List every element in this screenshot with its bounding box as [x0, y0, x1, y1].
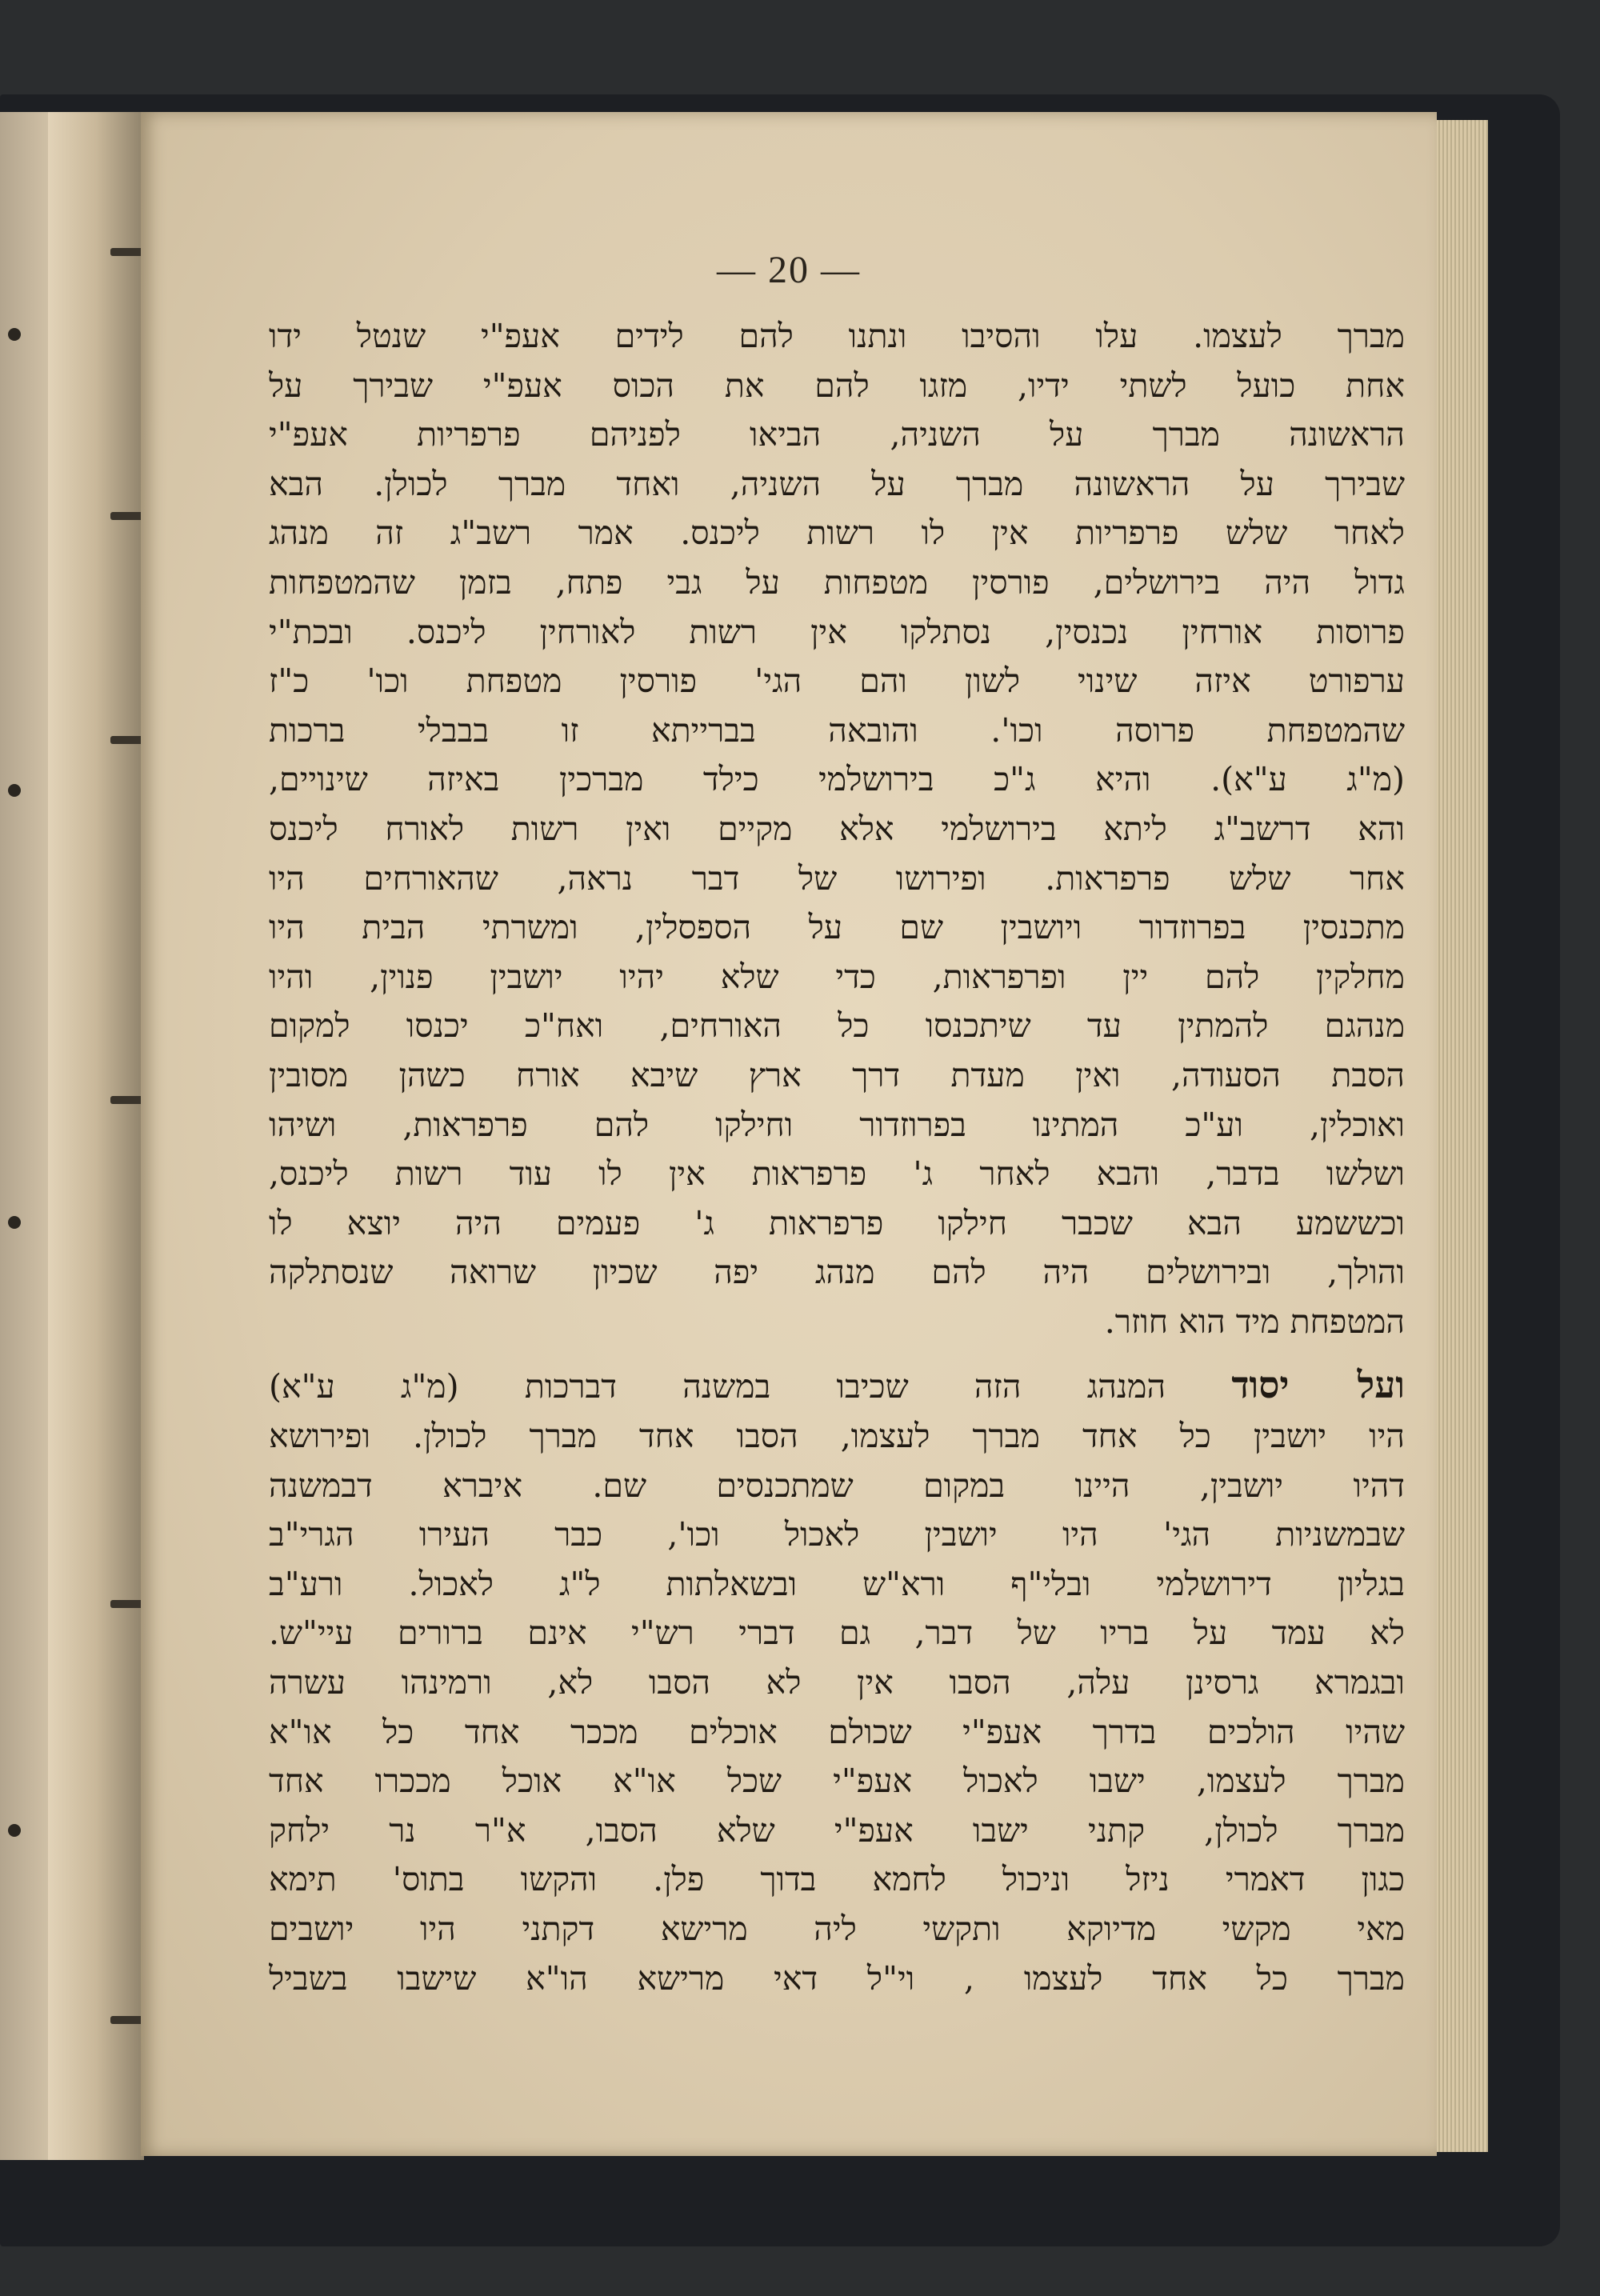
- text-line: מחלקין להם יין ופרפראות, כדי שלא יהיו יושבין פנוין, והיו: [269, 957, 1405, 996]
- text-line: גדול היה בירושלים, פורסין מטפחות על גבי פתח, בזמן שהמטפחות: [269, 562, 1405, 602]
- paragraph-lead-words: ועל יסוד: [1231, 1363, 1405, 1407]
- text-line: דהיו יושבין, היינו במקום שמתכנסים שם. איברא דבמשנה: [269, 1466, 1405, 1505]
- binding-hole: [8, 328, 21, 341]
- text-line-last: המטפחת מיד הוא חוזר.: [1104, 1302, 1405, 1341]
- text-line: הסבת הסעודה, ואין מעדת דרך ארץ שיבא אורח כשהן מסובין: [269, 1055, 1405, 1094]
- text-line: היו יושבין כל אחד מברך לעצמו, הסבו אחד מברך לכולן. ופירושא: [269, 1417, 1405, 1456]
- text-line: הראשונה מברך על השניה, הביאו לפניהם פרפריות אעפ"י: [269, 415, 1405, 454]
- paragraph-opening-rest: המנהג הזה שכיבו במשנה דברכות (מ"ג ע"א): [269, 1367, 1166, 1406]
- text-line: והולך, ובירושלים היה להם מנהג יפה שכיון שרואה שנסתלקה: [269, 1253, 1405, 1292]
- body-text: [269, 312, 1405, 2003]
- text-line: לא עמד על בריו של דבר, גם דברי רש"י אינם ברורים עיי"ש.: [269, 1614, 1405, 1653]
- text-line: מאי מקשי מדיוקא ותקשי ליה מרישא דקתני היו יושבים: [269, 1910, 1405, 1948]
- text-line: לאחר שלש פרפריות אין לו רשות ליכנס. אמר רשב"ג זה מנהג: [269, 514, 1405, 553]
- text-line: מברך לכולן, קתני ישבו אעפ"י שלא הסבו, א"ר נר ילחק: [269, 1810, 1405, 1850]
- text-line: ערפורט איזה שינוי לשון והם הגי' פורסין מטפחת וכו' כ"ז: [269, 662, 1405, 701]
- text-line: מברך לעצמו, ישבו לאכול אעפ"י שכל או"א אוכל מככרו אחד: [269, 1762, 1405, 1801]
- text-line: (מ"ג ע"א). והיא ג"כ בירושלמי כילד מברכין באיזה שינויים,: [269, 760, 1405, 799]
- text-line: והא דרשב"ג ליתא בירושלמי אלא מקיים ואין רשות לאורח ליכנס: [269, 809, 1405, 848]
- text-line: אחת כועל לשתי ידיו, מזגו להם את הכוס אעפ"י שבירך על: [269, 366, 1405, 405]
- binding-hole: [8, 1824, 21, 1837]
- text-line: ושלשו בדבר, והבא לאחר ג' פרפראות אין לו עוד רשות ליכנס,: [269, 1154, 1405, 1194]
- text-line: מברך כל אחד לעצמו , וי"ל דאי מרישא הו"א שישבו בשביל: [269, 1958, 1405, 1998]
- text-line: שבירך על הראשונה מברך על השניה, ואחד מברך לכולן. הבא: [269, 464, 1405, 503]
- text-line: שהמטפחת פרוסה וכו'. והובאה בברייתא זו בבבלי ברכות: [269, 710, 1405, 750]
- text-line: פרוסות אורחין נכנסין, נסתלקו אין רשות לאורחין ליכנס. ובכת"י: [269, 612, 1405, 651]
- paragraph-opening-line: [269, 1361, 1405, 1412]
- text-line: כגון דאמרי ניזל וניכול לחמא בדוך פלן. והקשו בתוס' תימא: [269, 1860, 1405, 1899]
- text-line: ואוכלין, וע"כ המתינו בפרוזדור וחילקו להם פרפראות, ושיהו: [269, 1105, 1405, 1144]
- book-page: [141, 112, 1437, 2156]
- text-line: אחר שלש פרפראות. ופירושו של דבר נראה, שהאורחים היו: [269, 858, 1405, 898]
- text-line: בגליון דירושלמי ובלי"ף ורא"ש ובשאלתות ל"ג לאכול. ורע"ב: [269, 1564, 1405, 1603]
- text-line: מתכנסין בפרוזדור ויושבין שם על הספסלין, ומשרתי הבית היו: [269, 908, 1405, 947]
- binding-hole: [8, 784, 21, 797]
- text-line: שבמשניות הגי' היו יושבין לאכול וכו', כבר העירו הגרי"ב: [269, 1515, 1405, 1554]
- text-line: מברך לעצמו. עלו והסיבו ונתנו להם לידים אעפ"י שנטל ידו: [269, 317, 1405, 355]
- text-line: וכששמע הבא שכבר חילקו פרפראות ג' פעמים היה יוצא לו: [269, 1203, 1405, 1242]
- page-stack-edge: [1432, 120, 1488, 2152]
- text-line: ובגמרא גרסינן עלה, הסבו אין לא הסבו לא, ורמינהו עשרה: [269, 1663, 1405, 1702]
- text-line: מנהגם להמתין עד שיתכנסו כל האורחים, ואח"כ יכנסו למקום: [269, 1006, 1405, 1046]
- page-number: — 20 —: [717, 249, 861, 291]
- binding-hole: [8, 1216, 21, 1229]
- text-line: שהיו הולכים בדרך אעפ"י שכולם אוכלים מככר אחד כל או"א: [269, 1712, 1405, 1751]
- book-gutter: [48, 112, 144, 2160]
